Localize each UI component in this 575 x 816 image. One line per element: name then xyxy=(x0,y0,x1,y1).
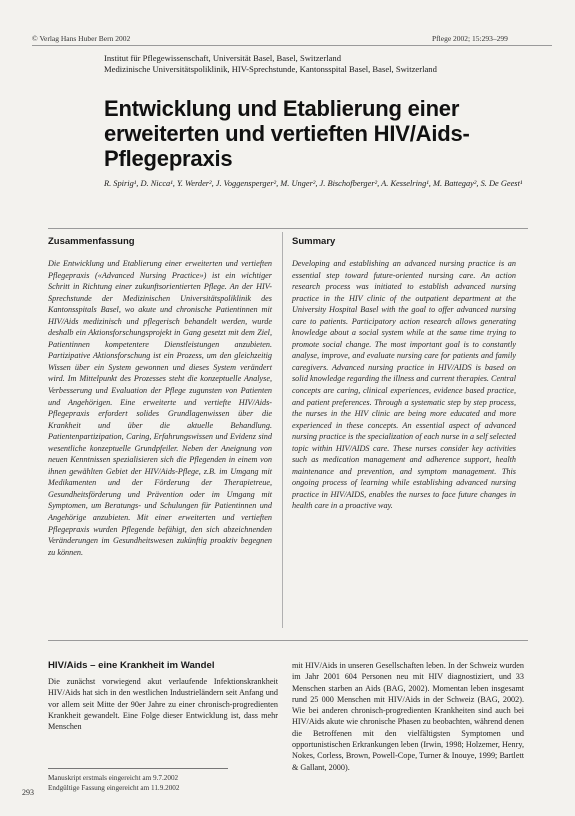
abstract-bottom-rule xyxy=(48,640,528,641)
footnote-rule xyxy=(48,768,228,769)
manuscript-dates: Manuskript erstmals eingereicht am 9.7.2002 Endgültige Fassung eingereicht am 11.9.2002 xyxy=(48,774,180,792)
journal-header-right: Pflege 2002; 15:293–299 xyxy=(432,34,508,43)
author-list: R. Spirig¹, D. Nicca¹, Y. Werder², J. Voggensperger², M. Unger², J. Bischofberger², A. Kesselring¹, M. Battegay², S. De Geest¹ xyxy=(104,179,523,188)
summary-text: Developing and establishing an advanced nursing practice is an essential step toward future-oriented nursing care. An action research process was initiated to establish advanced nursing practice in the HIV clinic of the outpatient department at the University Hospital Basel with the goal to offer advanced nursing care to patients. Participatory action research allows generating knowledge about a social system while at the same time trying to promote social change. The most important goal is to constantly analyse, improve, and evaluate nursing care for patients and family caregivers. Advanced nursing practice in HIV/AIDS is based on solid knowledge regarding the illness and current therapies. Central concepts are caring, clinical experiences, evidence based practice, and patient preferences. Through a systematic step by step process, the nurses in the HIV clinic are being more educated and more experienced in these concepts. An essential aspect of advanced nursing practice is the specialization of each nurse in a self selected topic within HIV/AIDS care. These nurses consider key activities such as medication management and adherence support, health maintenance and prevention, and symptom management. This ongoing process of learning while establishing advanced nursing practice in HIV/AIDS, enables the nurses to face future changes in health care in a proactive way. xyxy=(292,259,516,511)
zusammenfassung-text: Die Entwicklung und Etablierung einer erweiterten und vertieften Pflegepraxis («Advanced Nursing Practice») ist ein wichtiger Schritt in Richtung einer zukunftsorientierten Pflege. An der HIV-Sprechstunde der Medizinischen Universitätspoliklinik des Kantonsspitals Basel, wo akute und chronische Patientinnen mit HIV/Aids medizinisch und pflegerisch behandelt werden, wurde deshalb ein Aktionsforschungsprojekt in Gang gesetzt mit dem Ziel, Patientinnen kompetentere Dienstleistungen anzubieten. Partizipative Aktionsforschung ist ein Prozess, um den gleichzeitig Wissen über ein System gewonnen und dieses System verändert wird. Im Mittelpunkt des Prozesses steht die konzeptuelle Analyse, Verbesserung und Evaluation der Pflege zugunsten von Patienten und Angehörigen. Eine erweiterte und vertiefte HIV/Aids-Pflegepraxis erfordert solides Grundlagenwissen über die Krankheit und über die aktuelle Behandlung. Patientenpartizipation, Caring, Erfahrungswissen und Evidenz sind wesentliche konzeptuelle Grundpfeiler. Neben der Aneignung von neuen Kenntnissen spezialisieren sich die Pflegenden in einem von ihnen gewählten Gebiet der HIV/Aids-Pflege, z.B. im Umgang mit Medikamenten und der Förderung der Therapietreue, Gesundheitsförderung und Prävention oder im Umgang mit Symptomen, um Beratungs- und Schulungen für Patientinnen und Angehörige anzubieten. Mit einer erweiterten und vertieften Pflegepraxis wurden Pflegende befähigt, den sich abzeichnenden Veränderungen im Gesundheitswesen zukünftig proaktiv begegnen zu können. xyxy=(48,259,272,557)
section-heading: HIV/Aids – eine Krankheit im Wandel xyxy=(48,660,215,671)
zusammenfassung-heading: Zusammenfassung xyxy=(48,236,135,247)
institutions: Institut für Pflegewissenschaft, Universität Basel, Basel, Switzerland Medizinische Universitätspoliklinik, HIV-Sprechstunde, Kantonsspital Basel, Basel, Switzerland xyxy=(104,53,437,75)
section-right-text: mit HIV/Aids in unseren Gesellschaften leben. In der Schweiz wurden im Jahr 2001 604 Personen neu mit HIV diagnostiziert, und 33 Menschen starben an Aids (BAG, 2002). Momentan leben insgesamt rund 25 000 Menschen mit HIV/Aids in der Schweiz (BAG, 2002). Wie bei anderen chronisch-progredienten Krankheiten sind auch bei HIV/Aids akute wie chronische Phasen zu beobachten, während denen die Betroffenen mit den vielfältigsten Symptomen und opportunistischen Erkrankungen leben (Irwin, 1998; Holzemer, Henry, Nokes, Corless, Brown, Powell-Cope, Turner & Inouye, 1999; Bartlett & Gallant, 2000). xyxy=(292,661,524,772)
page-number: 293 xyxy=(22,788,34,797)
summary-heading: Summary xyxy=(292,236,336,247)
article-title: Entwicklung und Etablierung einer erweiterten und vertieften HIV/Aids-Pflegepraxis xyxy=(104,96,470,171)
abstract-divider xyxy=(282,232,283,628)
abstract-top-rule xyxy=(48,228,528,229)
journal-header-left: © Verlag Hans Huber Bern 2002 xyxy=(32,34,131,43)
section-left-text: Die zunächst vorwiegend akut verlaufende Infektionskrankheit HIV/Aids hat sich in den westlichen Industrieländern seit Anfang und vor allem seit Mitte der 90er Jahre zu einer chronisch-progredienten Krankheit gewandelt. Eine Folge dieser Entwicklung ist, dass mehr Menschen xyxy=(48,677,278,732)
header-rule xyxy=(32,45,552,46)
